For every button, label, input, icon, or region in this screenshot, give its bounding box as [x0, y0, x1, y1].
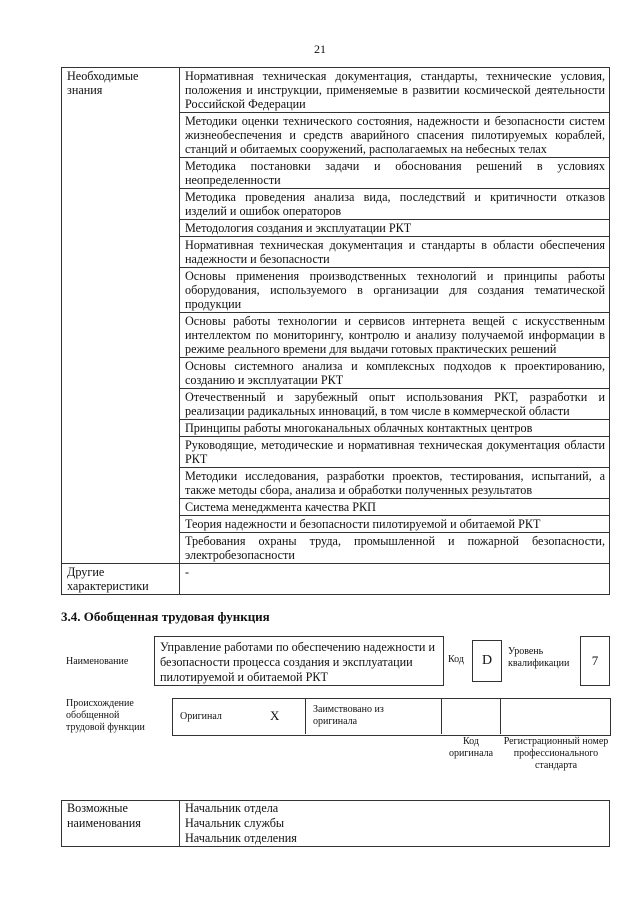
knowledge-item: Руководящие, методические и нормативная техническая документация области РКТ: [180, 437, 610, 468]
other-characteristics-row: [62, 564, 610, 595]
knowledge-item: Требования охраны труда, промышленной и пожарной безопасности, электробезопасности: [180, 533, 610, 564]
qualification-level-value: 7: [580, 636, 610, 686]
origin-label: Происхождение обобщенной трудовой функции: [66, 698, 145, 733]
code-value: D: [472, 640, 502, 682]
knowledge-item: Методология создания и эксплуатации РКТ: [180, 220, 610, 237]
registration-number-label: Регистрационный номер профессионального стандарта: [503, 736, 609, 771]
original-mark: X: [270, 708, 280, 723]
possible-title-item: Начальник отдела: [185, 801, 279, 815]
code-original-label: Код оригинала: [448, 736, 494, 759]
origin-divider: [441, 698, 442, 734]
knowledge-item: Основы применения производственных технологий и принципы работы оборудования, используемого в организации для создания тематической продукции: [180, 268, 610, 313]
knowledge-item: Нормативная техническая документация, стандарты, технические условия, положения и инструкции, применяемые в развитии космической деятельности Российской Федерации: [180, 68, 610, 113]
original-label: Оригинал: [180, 711, 222, 722]
knowledge-label: Необходимые знания: [62, 68, 180, 564]
page-number: 21: [314, 42, 326, 56]
origin-divider: [500, 698, 501, 734]
knowledge-row: [62, 68, 610, 113]
knowledge-item: Принципы работы многоканальных облачных контактных центров: [180, 420, 610, 437]
other-characteristics-label: Другие характеристики: [62, 564, 180, 595]
code-label: Код: [448, 654, 464, 665]
knowledge-item: Методика постановки задачи и обоснования решений в условиях неопределенности: [180, 158, 610, 189]
knowledge-item: Основы работы технологии и сервисов интернета вещей с искусственным интеллектом по мониторингу, контролю и анализу получаемой информации в режиме реального времени для выдачи готовых практических решений: [180, 313, 610, 358]
possible-title-item: Начальник службы: [185, 816, 285, 830]
section-title: 3.4. Обобщенная трудовая функция: [61, 609, 270, 624]
knowledge-item: Методики исследования, разработки проектов, тестирования, испытаний, а также методы сбора, анализа и обработки полученных результатов: [180, 468, 610, 499]
name-label: Наименование: [66, 656, 129, 667]
possible-titles-list: [180, 801, 610, 847]
function-name-value: Управление работами по обеспечению надежности и безопасности процесса создания и эксплуатации пилотируемой и обитаемой РКТ: [160, 640, 435, 684]
possible-title-item: Начальник отделения: [185, 831, 297, 845]
knowledge-item: Теория надежности и безопасности пилотируемой и обитаемой РКТ: [180, 516, 610, 533]
knowledge-table: [61, 67, 610, 595]
borrowed-label: Заимствовано из оригинала: [313, 704, 384, 727]
knowledge-item: Система менеджмента качества РКП: [180, 499, 610, 516]
knowledge-item: Основы системного анализа и комплексных подходов к проектированию, созданию и эксплуатации РКТ: [180, 358, 610, 389]
knowledge-item: Отечественный и зарубежный опыт использования РКТ, разработки и реализации радикальных инноваций, в том числе в коммерческой области: [180, 389, 610, 420]
qualification-level-label: Уровень квалификации: [508, 646, 570, 669]
possible-titles-table: [61, 800, 610, 847]
other-characteristics-value: -: [180, 564, 610, 595]
knowledge-item: Методики оценки технического состояния, надежности и безопасности систем жизнеобеспечения и средств аварийного спасения пилотируемых кораблей, станций и обитаемых сооружений, располагаемых на небесных телах: [180, 113, 610, 158]
origin-divider: [305, 698, 306, 734]
knowledge-item: Нормативная техническая документация и стандарты в области обеспечения надежности и безопасности: [180, 237, 610, 268]
possible-titles-label: Возможные наименования: [62, 801, 180, 847]
function-name-box: [154, 636, 444, 686]
possible-titles-row: [62, 801, 610, 847]
knowledge-item: Методика проведения анализа вида, последствий и критичности отказов изделий и ошибок операторов: [180, 189, 610, 220]
